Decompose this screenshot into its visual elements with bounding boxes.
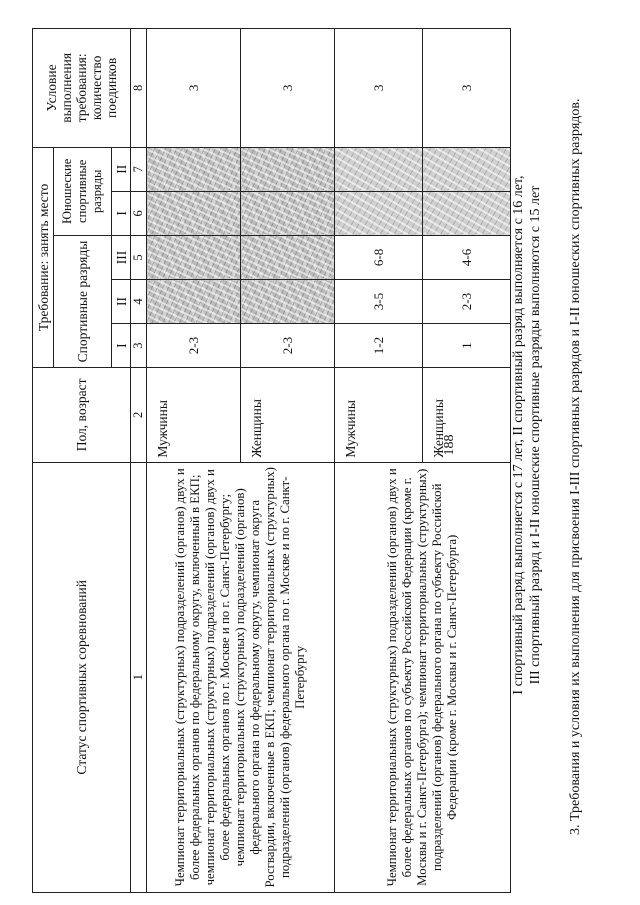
rank-ii-place [147, 279, 241, 323]
column-number: 2 [131, 368, 147, 462]
requirements-table [32, 28, 511, 893]
column-number: 6 [131, 191, 147, 235]
bouts-count: 3 [423, 29, 511, 148]
header-rank-i: I [112, 324, 131, 368]
rank-iii-place: 6-8 [335, 235, 423, 279]
rank-ii-place: 3-5 [335, 279, 423, 323]
header-youth-i: I [112, 191, 131, 235]
page-number: 188 [442, 434, 457, 456]
sex-cell: Женщины [423, 368, 511, 462]
column-number: 5 [131, 235, 147, 279]
competition-status: Чемпионат территориальных (структурных) подразделений (органов) двух и более федеральных органов по субъекту Российской Федерации (кроме г. Москвы и г. Санкт-Петербурга); чемпионат территориальных (структурных) подразделений (органов) федерального органа по субъекту Российской Федерации (кроме г. Москвы и г. Санкт-Петербурга) [335, 462, 511, 892]
youth-i-place [423, 191, 511, 235]
youth-ii-place [147, 147, 241, 191]
sex-cell: Мужчины [147, 368, 241, 462]
header-status: Статус спортивных соревнований [33, 462, 131, 892]
header-sex-age: Пол, возраст [33, 368, 131, 462]
sex-cell: Мужчины [335, 368, 423, 462]
rank-iii-place: 4-6 [423, 235, 511, 279]
youth-ii-place [335, 147, 423, 191]
table-row [335, 29, 423, 893]
youth-i-place [147, 191, 241, 235]
column-number: 3 [131, 324, 147, 368]
column-number: 1 [131, 462, 147, 892]
rank-iii-place [147, 235, 241, 279]
age-requirement-line: I спортивный разряд выполняется с 17 лет, II спортивный разряд выполняется с 16 лет, [511, 175, 526, 695]
age-requirement-line: III спортивный разряд и I-II юношеские спортивные разряды выполняются с 15 лет [528, 185, 543, 685]
header-condition: Условие выполнения требования: количество поединков [33, 29, 131, 148]
rank-i-place: 2-3 [147, 324, 241, 368]
rank-ii-place: 2-3 [423, 279, 511, 323]
rank-ii-place [241, 279, 335, 323]
column-number: 4 [131, 279, 147, 323]
sex-cell: Женщины [241, 368, 335, 462]
header-sport-ranks: Спортивные разряды [54, 235, 112, 367]
youth-i-place [241, 191, 335, 235]
competition-status: Чемпионат территориальных (структурных) подразделений (органов) двух и более федеральных органов по федеральному округу, включенный в ЕКП; чемпионат территориальных (структурных) подразделений (органов) двух и более федеральных органов по г. Москве и по г. Санкт-Петербургу; чемпионат территориальных (структурных) подразделений (органов) федерального органа по федеральному округу, чемпионат округа Росгвардии, включенные в ЕКП; чемпионат территориальных (структурных) подразделений (органов) федерального органа по г. Москве и по г. Санкт-Петербургу [147, 462, 335, 892]
column-number: 8 [131, 29, 147, 148]
header-youth-ranks: Юношеские спортивные разряды [54, 147, 112, 235]
section-heading: 3. Требования и условия их выполнения для присвоения I-III спортивных разрядов и I-II юношеских спортивных разрядов. [568, 98, 583, 835]
bouts-count: 3 [335, 29, 423, 148]
rank-i-place: 2-3 [241, 324, 335, 368]
rank-i-place: 1 [423, 324, 511, 368]
youth-ii-place [423, 147, 511, 191]
header-rank-ii: II [112, 279, 131, 323]
header-rank-iii: III [112, 235, 131, 279]
youth-ii-place [241, 147, 335, 191]
age-requirements [510, 15, 544, 855]
table-row [147, 29, 241, 893]
bouts-count: 3 [147, 29, 241, 148]
header-youth-ii: II [112, 147, 131, 191]
rank-i-place: 1-2 [335, 324, 423, 368]
header-requirement: Требование: занять место [33, 147, 54, 367]
rank-iii-place [241, 235, 335, 279]
youth-i-place [335, 191, 423, 235]
bouts-count: 3 [241, 29, 335, 148]
column-number: 7 [131, 147, 147, 191]
